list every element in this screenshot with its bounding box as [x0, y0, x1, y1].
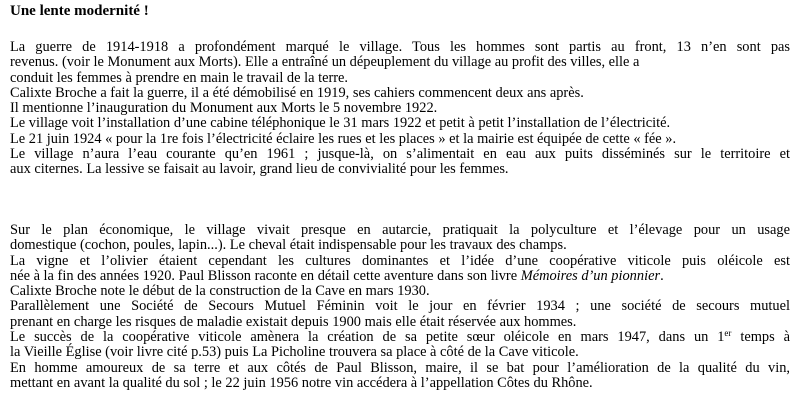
text-line: La vigne et l’olivier étaient cependant les cultures dominantes et l’idée d’une coopérative viticole puis oléicole est: [10, 252, 790, 269]
text-line: Le village n’aura l’eau courante qu’en 1961 ; jusque-là, on s’alimentait en eau aux puits disséminés sur le territoire et: [10, 146, 790, 163]
text-line: domestique (cochon, poules, lapin...). Le cheval était indispensable pour les travaux des champs.: [10, 237, 567, 254]
text-line: revenus. (voir le Monument aux Morts). Elle a entraîné un dépeuplement du village au profit des villes, elle a: [10, 54, 640, 71]
text-line: Il mentionne l’inauguration du Monument aux Morts le 5 novembre 1922.: [10, 100, 438, 117]
superscript-ordinal: er: [724, 328, 732, 339]
text-line: prenant en charge les risques de maladie existait depuis 1900 mais elle était réservée aux hommes.: [10, 313, 577, 330]
book-title: Mémoires d’un pionnier: [520, 267, 661, 284]
text-line: Sur le plan économique, le village vivait presque en autarcie, pratiquait la polyculture et l’élevage pour un usage: [10, 222, 790, 238]
text-line: aux citernes. La lessive se faisait au lavoir, grand lieu de convivialité pour les femmes.: [10, 161, 509, 178]
text-line: la Vieille Église (voir livre cité p.53) puis La Picholine trouvera sa place à côté de la Cave viticole.: [10, 344, 579, 361]
text-line: Le village voit l’installation d’une cabine téléphonique le 31 mars 1922 et petit à petit l’installation de l’électricité.: [10, 115, 671, 132]
text-line: conduit les femmes à prendre en main le travail de la terre.: [10, 69, 349, 86]
text-line: La guerre de 1914-1918 a profondément marqué le village. Tous les hommes sont partis au front, 13 n’en sont pas: [10, 39, 790, 55]
page-title: Une lente modernité !: [10, 3, 149, 19]
text-line: En homme amoureux de sa terre et aux côtés de Paul Blisson, maire, il se bat pour l’amélioration de la qualité du vin,: [10, 359, 790, 376]
text-line: Calixte Broche note le début de la construction de la Cave en mars 1930.: [10, 283, 430, 300]
text-fragment: .: [660, 267, 664, 284]
text-fragment: née à la fin des années 1920. Paul Blisson raconte en détail cette aventure dans son livre: [10, 267, 521, 284]
text-line: Calixte Broche a fait la guerre, il a été démobilisé en 1919, ses cahiers commencent deux ans après.: [10, 84, 584, 101]
text-line: Le 21 juin 1924 « pour la 1re fois l’électricité éclaire les rues et les places » et la mairie est équipée de cette « fée ».: [10, 130, 677, 147]
text-fragment: temps à: [731, 329, 790, 346]
text-fragment: Le succès de la coopérative viticole amènera la création de sa petite sœur oléicole en mars 1947, dans un 1: [10, 329, 725, 346]
text-line: mettant en avant la qualité du sol ; le 22 juin 1956 notre vin accédera à l’appellation Côtes du Rhône.: [10, 374, 593, 391]
text-line: Parallèlement une Société de Secours Mutuel Féminin voit le jour en février 1934 ; une société de secours mutuel: [10, 298, 790, 315]
paragraph-war-and-modernity: [10, 40, 790, 178]
text-line: [10, 269, 790, 284]
paragraph-economy-and-cooperatives: [10, 223, 790, 391]
